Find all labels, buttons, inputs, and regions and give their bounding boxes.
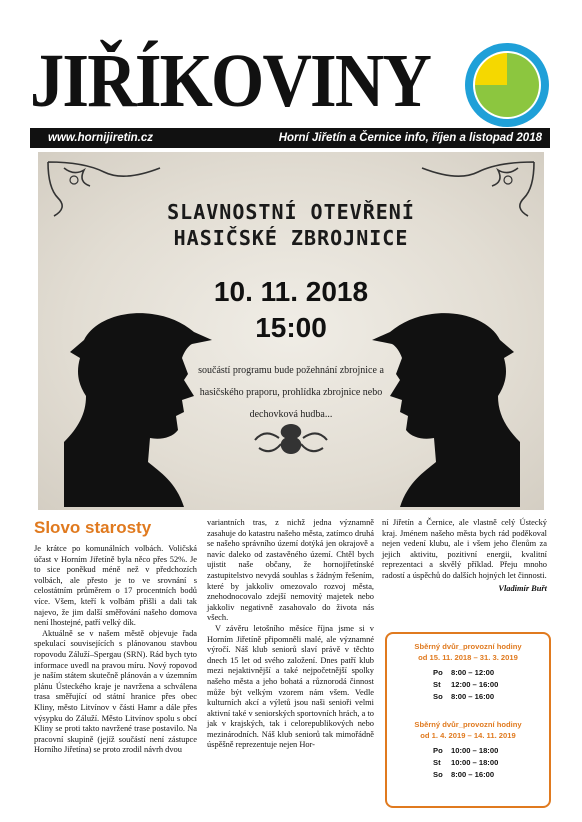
- poster-time: 15:00: [255, 312, 327, 343]
- hours-row: Po 8:00 – 12:00: [433, 668, 495, 677]
- hours-row: So 8:00 – 16:00: [433, 770, 495, 779]
- article-column-1: [34, 544, 197, 756]
- article-signature: Vladimír Buřt: [498, 583, 547, 593]
- article-paragraph: ní Jiřetín a Černice, ale vlastně celý Ústecký kraj. Jménem našeho města bych rád poděkoval nejen vedení klubu, ale i všem jeho členům za jejich aktivitu, pozitivní energii, kvalitní reprezentaci a skvělý příklad. Přeju mnoho radostí a úspěchů do dalších hojných let činnosti.: [382, 518, 547, 580]
- article-paragraph: variantních tras, z nichž jedna významně zasahuje do katastru našeho města, zatímco druhá se našeho správního území dotýká jen okrajově a navíc daleko od zastavěného území. Chtěl bych ujistit naše občany, že hornojiřetínské zastupitelstvo nevydá souhlas s žádným řešením, které by jakkoliv omezovalo rozvoj města, znehodnocovalo zdejší nemovitý majetek nebo jakkoliv negativně zasahovalo do života nás všech.: [207, 518, 374, 623]
- header-bar: [30, 128, 550, 148]
- hours-row: St 12:00 – 16:00: [433, 680, 499, 689]
- hours-title-2: Sběrný dvůr_provozní hodiny: [414, 720, 522, 729]
- hours-title-1: Sběrný dvůr_provozní hodiny: [414, 642, 522, 651]
- issue-info: Horní Jiřetín a Černice info, říjen a listopad 2018: [278, 132, 542, 144]
- green-yellow-circle-logo: [462, 40, 552, 130]
- hours-period-2: od 1. 4. 2019 – 14. 11. 2019: [420, 731, 516, 740]
- center-ornament-bottom: [251, 420, 331, 460]
- hours-period-1: od 15. 11. 2018 – 31. 3. 2019: [418, 653, 518, 662]
- hours-row: So 8:00 – 16:00: [433, 692, 495, 701]
- article-column-3: [382, 518, 547, 594]
- poster-date: 10. 11. 2018: [213, 276, 369, 307]
- article-paragraph: Je krátce po komunálních volbách. Voličská účast v Horním Jiřetíně byla něco přes 52%. Je to sice poněkud méně než v předchozích volbách, ale přesto je to ve srovnání s celostátním průměrem o 17 procentních bodů více. Všem, kteří k volbám přišli a dali tak najevo, že jim další směřování našeho domova není lhostejné, patří velký dík.: [34, 544, 197, 628]
- masthead: [30, 40, 550, 132]
- website-link[interactable]: www.hornijiretin.cz: [48, 132, 153, 144]
- firefighter-silhouette-left: [64, 292, 214, 507]
- poster-title-line1: SLAVNOSTNÍ OTEVŘENÍ: [167, 200, 415, 224]
- hours-row: Po 10:00 – 18:00: [433, 746, 499, 755]
- article-heading: Slovo starosty: [34, 518, 152, 537]
- firefighter-silhouette-right: [370, 292, 520, 507]
- poster-description: součástí programu bude požehnání zbrojnice a hasičského praporu, prohlídka zbrojnice nebo dechovková hudba...: [198, 365, 384, 420]
- event-poster: [38, 152, 544, 510]
- article-paragraph: V závěru letošního měsíce října jsme si v Horním Jiřetíně připomněli malé, ale významné výročí. Náš klub seniorů slaví právě v těchto dnech 15 let od svého založení. Dnes patří klub mezi nejaktivnější a také nejpočetnější spolky našeho města a jeho bohatá a různorodá činnost může být velkým vzorem nám všem. Vedle kulturních akcí a výletů jsou naši senioři velmi aktivní také v seniorských sportovních hrách, a to jak v krajských, tak i celorepublikových nebo mezinárodních. Náš klub seniorů tak mimořádně úspěšně reprezentuje nejen Hor-: [207, 623, 374, 750]
- poster-title-line2: HASIČSKÉ ZBROJNICE: [173, 226, 409, 250]
- hours-row: St 10:00 – 18:00: [433, 758, 499, 767]
- masthead-title: JIŘÍKOVINY: [30, 39, 431, 123]
- collection-yard-hours-box: [385, 632, 551, 808]
- article-paragraph: Aktuálně se v našem městě objevuje řada spekulací souvisejících s plánovanou stavbou ropovodu Záluží–Spergau (SRN). Rád bych tyto informace uvedl na pravou míru. Nový ropovod je naším státem skutečně plánován a v územním plánu Ústeckého kraje je navržena a schválena trasa směřující od státní hranice přes obec Kliny, město Litvínov v části Hamr a dále přes výsypku do Záluží. Město Litvínov spolu s obcí Kliny se proti takto navržené trase postavilo. Na pracovní skupině (jejíž součástí není zástupce Horního Jiřetína) se proto zrodil návrh dvou: [34, 628, 197, 755]
- article-column-2: [207, 518, 374, 751]
